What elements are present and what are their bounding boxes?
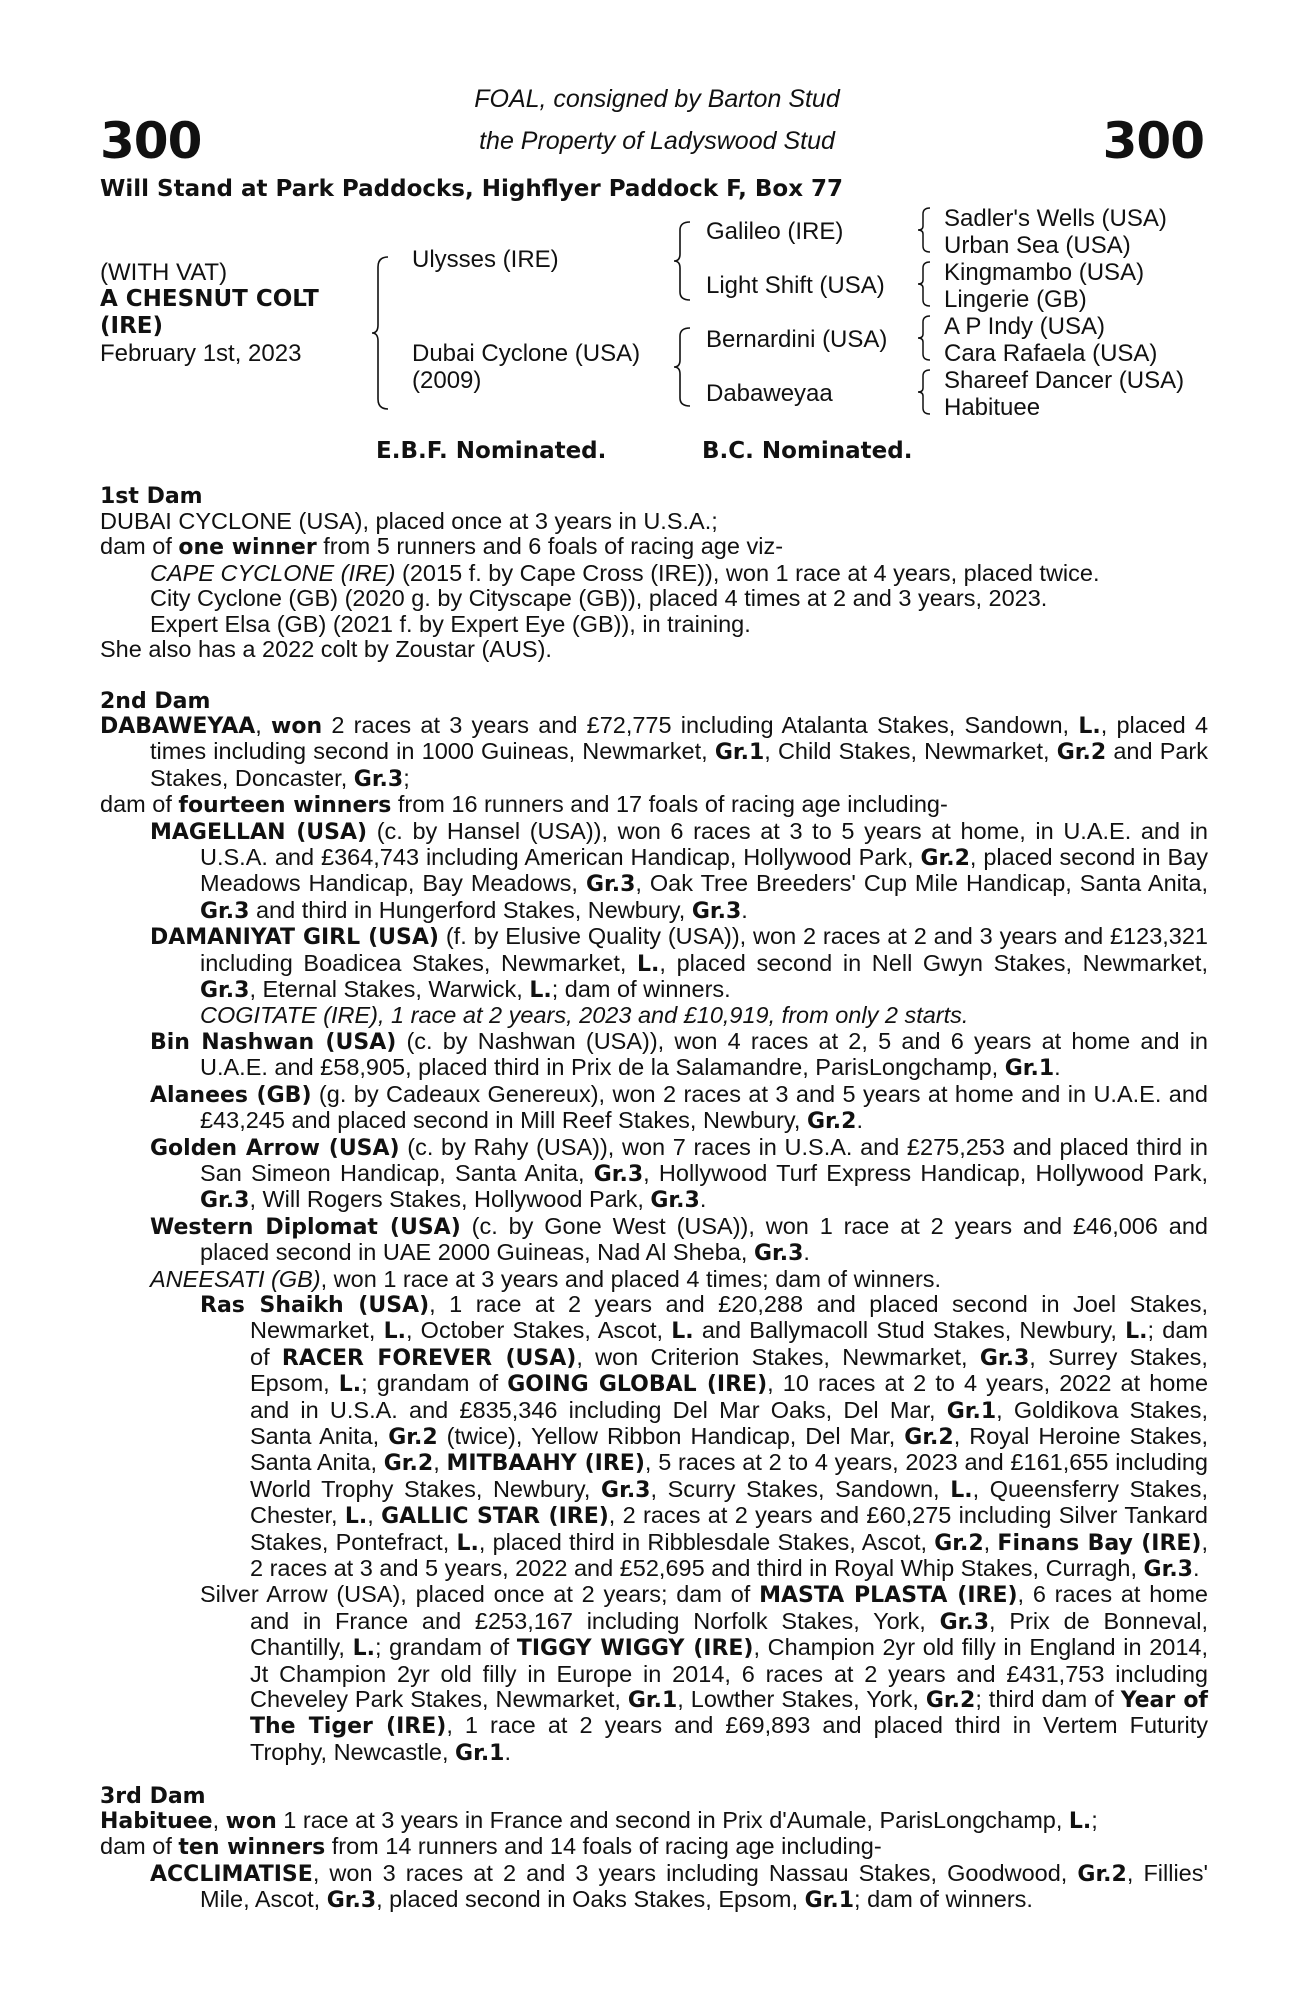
offspring-ras-shaikh: Ras Shaikh (USA), 1 race at 2 years and £20,288 and placed second in Joel Stakes, Newmarket, L., October Stakes, Ascot, L. and Ballymacoll Stud Stakes, Newbury, L.; dam of RACER FOREVER (USA), won Criterion Stakes, Newmarket, Gr.3, Surrey Stakes, Epsom, L.; grandam of GOING GLOBAL (IRE), 10 races at 2 to 4 years, 2022 at home and in U.S.A. and £835,346 including Del Mar Oaks, Del Mar, Gr.1, Goldikova Stakes, Santa Anita, Gr.2 (twice), Yellow Ribbon Handicap, Del Mar, Gr.2, Royal Heroine Stakes, Santa Anita, Gr.2, MITBAAHY (IRE), 5 races at 2 to 4 years, 2023 and £161,655 including World Trophy Stakes, Newbury, Gr.3, Scurry Stakes, Sandown, L., Queensferry Stakes, Chester, L., GALLIC STAR (IRE), 2 races at 2 years and £60,275 including Silver Tankard Stakes, Pontefract, L., placed third in Ribblesdale Stakes, Ascot, Gr.2, Finans Bay (IRE), 2 races at 3 and 5 years, 2022 and £52,695 and third in Royal Whip Stakes, Curragh, Gr.3. (200, 1290, 1209, 1582)
gg-sire-3: A P Indy (USA) (944, 313, 1105, 340)
lot-number-left: 300 (100, 112, 202, 170)
stand-location: Will Stand at Park Paddocks, Highflyer Paddock F, Box 77 (100, 176, 844, 202)
dam-dam: Dabaweyaa (706, 380, 833, 407)
sire-dam: Light Shift (USA) (706, 272, 885, 299)
offspring-silver-arrow: Silver Arrow (USA), placed once at 2 years; dam of MASTA PLASTA (IRE), 6 races at home and in France and £253,167 including Norfolk Stakes, York, Gr.3, Prix de Bonneval, Chantilly, L.; grandam of TIGGY WIGGY (IRE), Champion 2yr old filly in England in 2014, Jt Champion 2yr old filly in Europe in 2014, 6 races at 2 years and £431,753 including Cheveley Park Stakes, Newmarket, Gr.1, Lowther Stakes, York, Gr.2; third dam of Year of The Tiger (IRE), 1 race at 2 years and £69,893 and placed third in Vertem Futurity Trophy, Newcastle, Gr.1. (200, 1581, 1209, 1766)
offspring-alanees: Alanees (GB) (g. by Cadeaux Genereux), won 2 races at 3 and 5 years at home and in U.A.E. and £43,245 and placed second in Mill Reef Stakes, Newbury, Gr.2. (150, 1080, 1208, 1135)
offspring-aneesati: ANEESATI (GB), won 1 race at 3 years and placed 4 times; dam of winners. (150, 1265, 942, 1292)
dabaweyaa-record: DABAWEYAA, won 2 races at 3 years and £72,775 including Atalanta Stakes, Sandown, L., placed 4 times including second in 1000 Guineas, Newmarket, Gr.1, Child Stakes, Newmarket, Gr.2 and Park Stakes, Doncaster, Gr.3; (100, 712, 1209, 792)
ebf-nominated: E.B.F. Nominated. (376, 438, 607, 464)
offspring-expert-elsa: Expert Elsa (GB) (2021 f. by Expert Eye (GB)), in training. (150, 610, 751, 637)
second-dam-text (100, 713, 1208, 1766)
dam: Dubai Cyclone (USA) (412, 340, 641, 367)
sire-sire: Galileo (IRE) (706, 218, 844, 245)
offspring-magellan: MAGELLAN (USA) (c. by Hansel (USA)), won 6 races at 3 to 5 years at home, in U.A.E. and in U.S.A. and £364,743 including American Handicap, Hollywood Park, Gr.2, placed second in Bay Meadows Handicap, Bay Meadows, Gr.3, Oak Tree Breeders' Cup Mile Handicap, Santa Anita, Gr.3 and third in Hungerford Stakes, Newbury, Gr.3. (150, 817, 1209, 924)
sire: Ulysses (IRE) (412, 246, 559, 273)
offspring-golden-arrow: Golden Arrow (USA) (c. by Rahy (USA)), won 7 races in U.S.A. and £275,253 and placed third in San Simeon Handicap, Santa Anita, Gr.3, Hollywood Turf Express Handicap, Hollywood Park, Gr.3, Will Rogers Stakes, Hollywood Park, Gr.3. (150, 1133, 1209, 1214)
dam1-note: She also has a 2022 colt by Zoustar (AUS). (100, 636, 552, 663)
gg-sire-1: Sadler's Wells (USA) (944, 205, 1167, 232)
foaling-date: February 1st, 2023 (100, 340, 302, 367)
pedigree-brace-3d (916, 368, 934, 416)
gg-dam-2: Lingerie (GB) (944, 286, 1087, 313)
bc-nominated: B.C. Nominated. (702, 438, 913, 464)
habituee-record: Habituee, won 1 race at 3 years in France and second in Prix d'Aumale, ParisLongchamp, L.; (100, 1807, 1098, 1834)
dabaweyaa-produce: dam of fourteen winners from 16 runners and 17 foals of racing age including- (100, 791, 948, 819)
vat-note: (WITH VAT) (100, 259, 228, 286)
offspring-bin-nashwan: Bin Nashwan (USA) (c. by Nashwan (USA)), won 4 races at 2, 5 and 6 years at home and in U.A.E. and £58,905, placed third in Prix de la Salamandre, ParisLongchamp, Gr.1. (150, 1027, 1208, 1082)
first-dam-text (100, 509, 1208, 662)
pedigree-brace-3c (916, 314, 934, 362)
dam-year: (2009) (412, 367, 482, 394)
pedigree-brace-3b (916, 260, 934, 308)
pedigree-brace-2a (672, 220, 694, 302)
third-dam-heading: 3rd Dam (100, 1784, 206, 1809)
offspring-western-diplomat: Western Diplomat (USA) (c. by Gone West (USA)), won 1 race at 2 years and £46,006 and placed second in UAE 2000 Guineas, Nad Al Sheba, Gr.3. (150, 1212, 1208, 1267)
offspring-acclimatise: ACCLIMATISE, won 3 races at 2 and 3 years including Nassau Stakes, Goodwood, Gr.2, Fillies' Mile, Ascot, Gr.3, placed second in Oaks Stakes, Epsom, Gr.1; dam of winners. (150, 1859, 1208, 1914)
gg-sire-2: Kingmambo (USA) (944, 259, 1145, 286)
gg-dam-1: Urban Sea (USA) (944, 232, 1131, 259)
pedigree-brace-1 (370, 255, 392, 411)
offspring-damaniyat-girl: DAMANIYAT GIRL (USA) (f. by Elusive Quality (USA)), won 2 races at 2 and 3 years and £123,321 including Boadicea Stakes, Newmarket, L., placed second in Nell Gwyn Stakes, Newmarket, Gr.3, Eternal Stakes, Warwick, L.; dam of winners. (150, 923, 1209, 1004)
first-dam-heading: 1st Dam (100, 484, 203, 509)
third-dam-text (100, 1808, 1208, 1914)
property-line: the Property of Ladyswood Stud (479, 127, 835, 155)
offspring-cogitate: COGITATE (IRE), 1 race at 2 years, 2023 and £10,919, from only 2 starts. (200, 1002, 969, 1029)
pedigree-brace-3a (916, 206, 934, 254)
horse-name-country: (IRE) (100, 313, 164, 339)
gg-dam-3: Cara Rafaela (USA) (944, 340, 1158, 367)
lot-number-right: 300 (1102, 112, 1204, 170)
pedigree-brace-2b (672, 326, 694, 408)
offspring-cape-cyclone: CAPE CYCLONE (IRE) (2015 f. by Cape Cross (IRE)), won 1 race at 4 years, placed twice. (150, 559, 1100, 586)
offspring-city-cyclone: City Cyclone (GB) (2020 g. by Cityscape (GB)), placed 4 times at 2 and 3 years, 2023. (150, 585, 1048, 612)
consignor-line: FOAL, consigned by Barton Stud (474, 85, 840, 113)
dam-sire: Bernardini (USA) (706, 326, 888, 353)
dam1-produce: dam of one winner from 5 runners and 6 foals of racing age viz- (100, 533, 784, 561)
gg-dam-4: Habituee (944, 394, 1041, 421)
second-dam-heading: 2nd Dam (100, 689, 211, 714)
dam1-line: DUBAI CYCLONE (USA), placed once at 3 years in U.S.A.; (100, 508, 718, 534)
horse-name: A CHESNUT COLT (100, 286, 319, 312)
habituee-produce: dam of ten winners from 14 runners and 14 foals of racing age including- (100, 1833, 882, 1861)
gg-sire-4: Shareef Dancer (USA) (944, 367, 1185, 394)
